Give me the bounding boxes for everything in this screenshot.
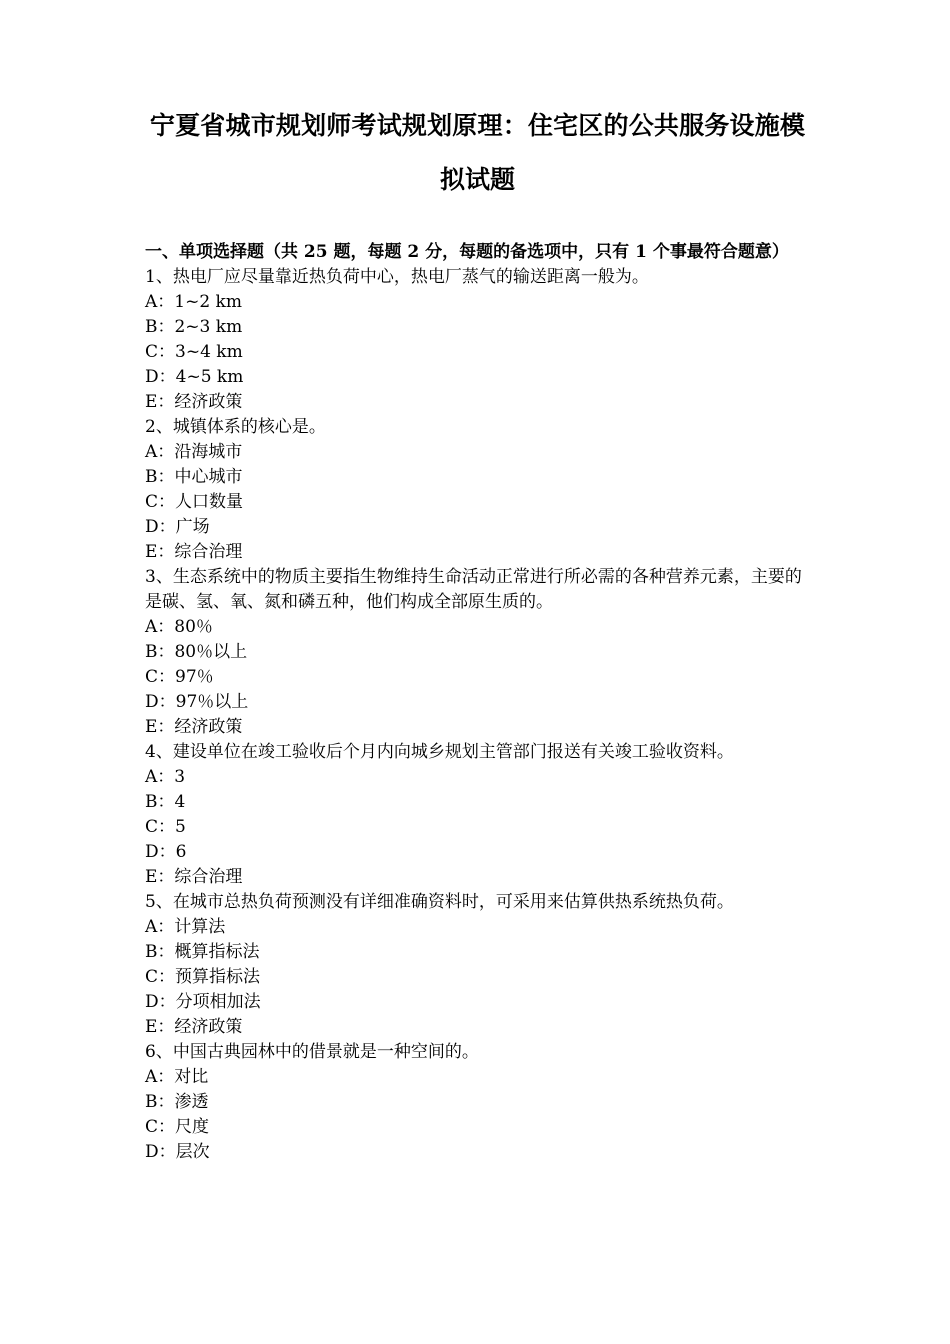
question-list bbox=[145, 265, 810, 1165]
option-b: B：2~3 km bbox=[145, 317, 243, 337]
option-c: C：97％ bbox=[145, 667, 214, 687]
option-d: D：97％以上 bbox=[145, 692, 249, 712]
option-c: C：5 bbox=[145, 817, 186, 837]
option-e: E：综合治理 bbox=[145, 867, 243, 887]
question-6 bbox=[145, 1040, 810, 1165]
option-a: A：对比 bbox=[145, 1067, 209, 1087]
option-c: C：人口数量 bbox=[145, 492, 244, 512]
title-line-2: 拟试题 bbox=[439, 165, 515, 194]
question-stem: 3、生态系统中的物质主要指生物维持生命活动正常进行所必需的各种营养元素，主要的是碳、氢、氧、氮和磷五种，他们构成全部原生质的。 bbox=[145, 567, 802, 612]
option-d: D：6 bbox=[145, 842, 187, 862]
option-b: B：渗透 bbox=[145, 1092, 209, 1112]
option-d: D：分项相加法 bbox=[145, 992, 261, 1012]
question-3 bbox=[145, 565, 810, 740]
question-stem: 1、热电厂应尽量靠近热负荷中心，热电厂蒸气的输送距离一般为。 bbox=[145, 267, 649, 287]
question-1 bbox=[145, 265, 810, 415]
question-5 bbox=[145, 890, 810, 1040]
option-a: A：计算法 bbox=[145, 917, 226, 937]
option-b: B：80％以上 bbox=[145, 642, 248, 662]
question-stem: 4、建设单位在竣工验收后个月内向城乡规划主管部门报送有关竣工验收资料。 bbox=[145, 742, 734, 762]
option-c: C：预算指标法 bbox=[145, 967, 261, 987]
document-page bbox=[145, 112, 810, 1165]
option-d: D：广场 bbox=[145, 517, 210, 537]
option-c: C：尺度 bbox=[145, 1117, 210, 1137]
option-e: E：综合治理 bbox=[145, 542, 243, 562]
option-b: B：概算指标法 bbox=[145, 942, 260, 962]
option-a: A：80％ bbox=[145, 617, 213, 637]
option-e: E：经济政策 bbox=[145, 717, 243, 737]
option-a: A：3 bbox=[145, 767, 186, 787]
question-stem: 2、城镇体系的核心是。 bbox=[145, 417, 326, 437]
option-a: A：沿海城市 bbox=[145, 442, 243, 462]
option-d: D：4~5 km bbox=[145, 367, 244, 387]
question-stem: 6、中国古典园林中的借景就是一种空间的。 bbox=[145, 1042, 479, 1062]
option-e: E：经济政策 bbox=[145, 392, 243, 412]
title-line-1: 宁夏省城市规划师考试规划原理：住宅区的公共服务设施模 bbox=[149, 111, 806, 140]
option-c: C：3~4 km bbox=[145, 342, 243, 362]
question-stem: 5、在城市总热负荷预测没有详细准确资料时，可采用来估算供热系统热负荷。 bbox=[145, 892, 734, 912]
question-4 bbox=[145, 740, 810, 890]
option-b: B：4 bbox=[145, 792, 186, 812]
question-2 bbox=[145, 415, 810, 565]
option-b: B：中心城市 bbox=[145, 467, 243, 487]
document-title bbox=[145, 112, 810, 194]
option-e: E：经济政策 bbox=[145, 1017, 243, 1037]
section-heading: 一、单项选择题（共 25 题，每题 2 分，每题的备选项中，只有 1 个事最符合题意） bbox=[145, 242, 789, 262]
option-a: A：1~2 km bbox=[145, 292, 242, 312]
option-d: D：层次 bbox=[145, 1142, 210, 1162]
